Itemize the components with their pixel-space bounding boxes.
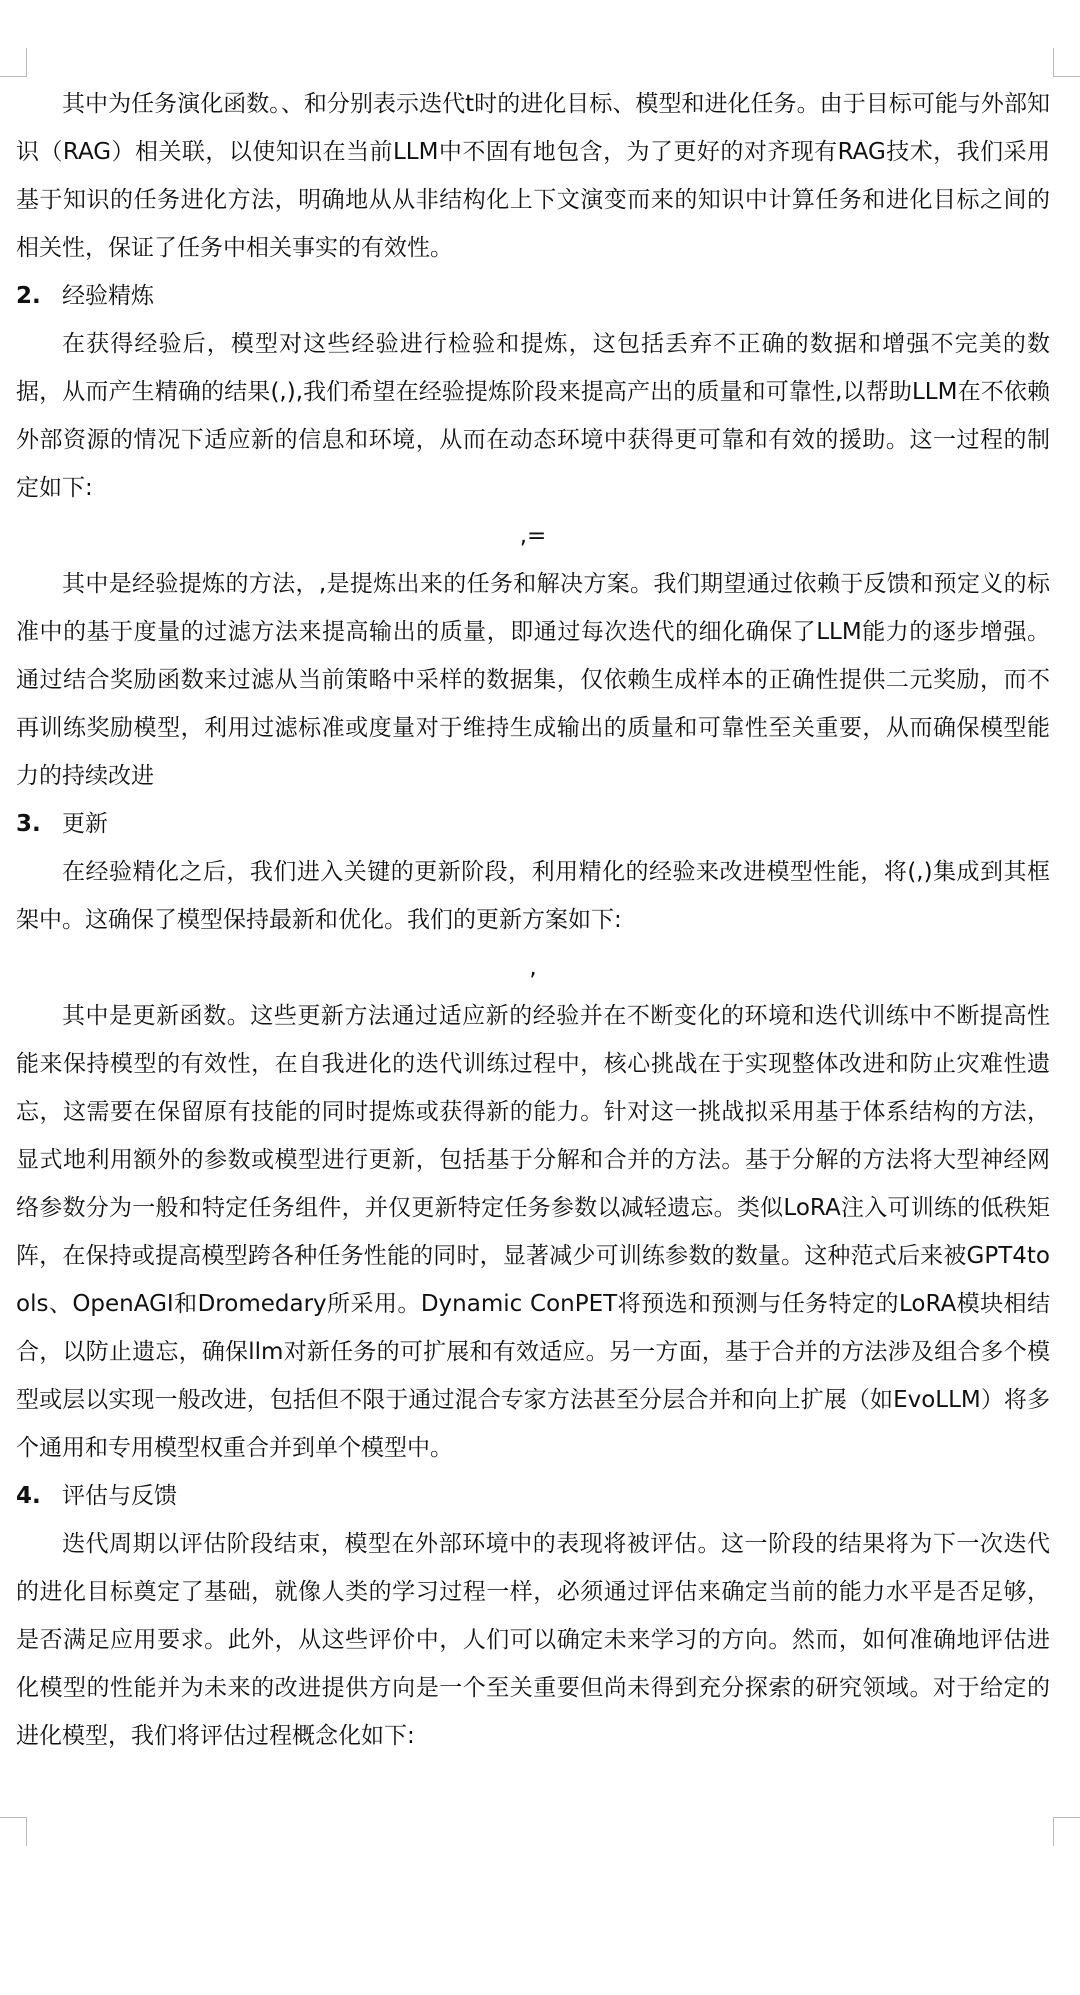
page-corner-mark-top-left: [0, 48, 27, 77]
page-corner-mark-bottom-right: [1053, 1817, 1080, 1846]
document-body: [16, 80, 1050, 1760]
section-title: 更新: [62, 811, 108, 837]
paragraph-refinement-method: 其中是经验提炼的方法，,是提炼出来的任务和解决方案。我们期望通过依赖于反馈和预定义的标准中的基于度量的过滤方法来提高输出的质量，即通过每次迭代的细化确保了LLM能力的逐步增强。通过结合奖励函数来过滤从当前策略中采样的数据集，仅依赖生成样本的正确性提供二元奖励，而不再训练奖励模型，利用过滤标准或度量对于维持生成输出的质量和可靠性至关重要，从而确保模型能力的持续改进: [16, 571, 1050, 789]
section-title: 评估与反馈: [62, 1483, 177, 1509]
paragraph-evaluation: 迭代周期以评估阶段结束，模型在外部环境中的表现将被评估。这一阶段的结果将为下一次迭代的进化目标奠定了基础，就像人类的学习过程一样，必须通过评估来确定当前的能力水平是否足够，是否满足应用要求。此外，从这些评价中，人们可以确定未来学习的方向。然而，如何准确地评估进化模型的性能并为未来的改进提供方向是一个至关重要但尚未得到充分探索的研究领域。对于给定的进化模型，我们将评估过程概念化如下:: [16, 1531, 1050, 1749]
paragraph-experience-refinement: 在获得经验后，模型对这些经验进行检验和提炼，这包括丢弃不正确的数据和增强不完美的数据，从而产生精确的结果(,),我们希望在经验提炼阶段来提高产出的质量和可靠性,以帮助LLM在不依赖外部资源的情况下适应新的信息和环境，从而在动态环境中获得更可靠和有效的援助。这一过程的制定如下:: [16, 331, 1050, 501]
section-heading-experience-refinement: [16, 272, 1050, 320]
paragraph-task-evolution: 其中为任务演化函数。、和分别表示迭代t时的进化目标、模型和进化任务。由于目标可能与外部知识（RAG）相关联，以使知识在当前LLM中不固有地包含，为了更好的对齐现有RAG技术，我们采用基于知识的任务进化方法，明确地从从非结构化上下文演变而来的知识中计算任务和进化目标之间的相关性，保证了任务中相关事实的有效性。: [16, 91, 1050, 261]
section-title: 经验精炼: [62, 283, 154, 309]
section-heading-update: [16, 800, 1050, 848]
formula-update: ,: [529, 955, 537, 981]
section-number: 3.: [16, 811, 41, 837]
paragraph-update-stage: 在经验精化之后，我们进入关键的更新阶段，利用精化的经验来改进模型性能，将(,)集成到其框架中。这确保了模型保持最新和优化。我们的更新方案如下:: [16, 859, 1050, 933]
page-corner-mark-bottom-left: [0, 1817, 27, 1846]
section-number: 2.: [16, 283, 41, 309]
section-number: 4.: [16, 1483, 41, 1509]
page-corner-mark-top-right: [1053, 48, 1080, 77]
formula-refinement: ,=: [519, 523, 547, 549]
section-heading-evaluation-feedback: [16, 1472, 1050, 1520]
paragraph-update-methods: 其中是更新函数。这些更新方法通过适应新的经验并在不断变化的环境和迭代训练中不断提高性能来保持模型的有效性，在自我进化的迭代训练过程中，核心挑战在于实现整体改进和防止灾难性遗忘，这需要在保留原有技能的同时提炼或获得新的能力。针对这一挑战拟采用基于体系结构的方法，显式地利用额外的参数或模型进行更新，包括基于分解和合并的方法。基于分解的方法将大型神经网络参数分为一般和特定任务组件，并仅更新特定任务参数以减轻遗忘。类似LoRA注入可训练的低秩矩阵，在保持或提高模型跨各种任务性能的同时，显著减少可训练参数的数量。这种范式后来被GPT4tools、OpenAGI和Dromedary所采用。Dynamic ConPET将预选和预测与任务特定的LoRA模块相结合，以防止遗忘，确保llm对新任务的可扩展和有效适应。另一方面，基于合并的方法涉及组合多个模型或层以实现一般改进，包括但不限于通过混合专家方法甚至分层合并和向上扩展（如EvoLLM）将多个通用和专用模型权重合并到单个模型中。: [16, 1003, 1050, 1461]
